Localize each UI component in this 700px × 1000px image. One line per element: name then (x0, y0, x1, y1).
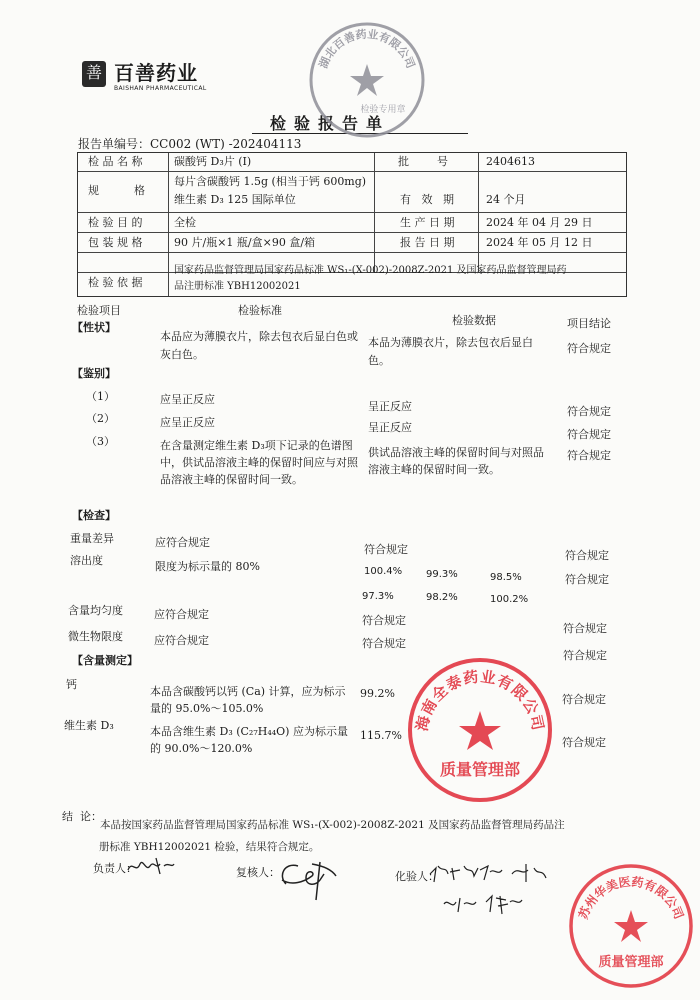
dissolution-value-5: 98.2% (426, 592, 458, 603)
quality-seal-hainan (405, 655, 555, 805)
ident-3-standard: 在含量测定维生素 D₃项下记录的色谱图中，供试品溶液主峰的保留时间应与对照品溶液主峰的保留时间一致。 (160, 439, 358, 486)
report-number-label: 报告单编号： (78, 137, 151, 151)
label-product: 检 品 名 称 (88, 155, 143, 168)
ident-3-no: （3） (86, 435, 115, 448)
section-assay: 【含量测定】 (72, 654, 138, 667)
dissolution-value-6: 100.2% (490, 594, 529, 605)
table-divider (374, 153, 375, 272)
value-pack: 90 片/瓶×1 瓶/盒×90 盒/箱 (174, 236, 316, 249)
company-logo (82, 61, 106, 87)
col-item: 检验项目 (77, 304, 121, 317)
ident-1-no: （1） (86, 390, 115, 403)
label-spec: 规 格 (88, 184, 145, 197)
ident-2-conclusion: 符合规定 (567, 428, 611, 441)
value-batch: 2404613 (486, 155, 535, 168)
bottom-stamp-bottom-text: 质量管理部 (598, 955, 664, 970)
value-basis-2: 品注册标准 YBH12002021 (174, 281, 301, 292)
ident-1-conclusion: 符合规定 (567, 405, 611, 418)
table-rule (78, 252, 626, 253)
weight-standard: 应符合规定 (155, 536, 210, 549)
ident-1-standard: 应呈正反应 (160, 393, 215, 406)
micro-standard: 应符合规定 (154, 634, 209, 647)
micro-label: 微生物限度 (68, 630, 123, 643)
value-report-date: 2024 年 05 月 12 日 (486, 236, 593, 249)
vitd-label: 维生素 D₃ (64, 719, 114, 732)
ident-3-data: 供试品溶液主峰的保留时间与对照品溶液主峰的保留时间一致。 (368, 446, 544, 476)
calcium-data: 99.2% (360, 687, 395, 700)
ident-1-data: 呈正反应 (368, 400, 412, 413)
tester-label: 化验人： (395, 870, 439, 883)
dissolution-label: 溶出度 (70, 554, 103, 567)
col-conclusion: 项目结论 (567, 317, 611, 330)
uniformity-standard: 应符合规定 (154, 608, 209, 621)
responsible-signature (126, 852, 176, 880)
value-spec-2: 维生素 D₃ 125 国际单位 (174, 193, 296, 206)
table-rule (78, 171, 626, 172)
top-stamp-ring-text: 湖北百善药业有限公司 (316, 27, 418, 71)
report-number: CC002 (WT) -202404113 (150, 137, 302, 151)
value-purpose: 全检 (174, 216, 196, 229)
uniformity-label: 含量均匀度 (68, 604, 123, 617)
micro-conclusion: 符合规定 (563, 649, 607, 662)
table-rule (78, 232, 626, 233)
appearance-conclusion: 符合规定 (567, 342, 611, 355)
mid-stamp-ring-text: 海南全泰药业有限公司 (412, 667, 548, 733)
vitd-conclusion: 符合规定 (562, 736, 606, 749)
company-name: 百善药业 (114, 61, 198, 85)
col-data: 检验数据 (452, 314, 496, 327)
section-appearance: 【性状】 (72, 321, 116, 334)
reviewer-signature (276, 856, 346, 914)
dissolution-conclusion: 符合规定 (565, 573, 609, 586)
section-identification: 【鉴别】 (72, 367, 116, 380)
value-validity: 24 个月 (486, 193, 526, 206)
dissolution-value-4: 97.3% (362, 591, 394, 602)
quality-seal-suzhou (567, 862, 695, 990)
calcium-standard: 本品含碳酸钙以钙 (Ca) 计算，应为标示量的 95.0%～105.0% (150, 685, 346, 715)
value-spec-1: 每片含碳酸钙 1.5g (相当于钙 600mg) (174, 175, 367, 188)
responsible-label: 负责人： (93, 862, 137, 875)
weight-conclusion: 符合规定 (565, 549, 609, 562)
appearance-standard: 本品应为薄膜衣片，除去包衣后显白色或灰白色。 (160, 330, 358, 361)
bottom-stamp-ring-text: 苏州华美医药有限公司 (576, 874, 686, 922)
value-basis-1: 国家药品监督管理局国家药品标准 WS₁-(X-002)-2008Z-2021 及国家药品监督管理局药 (174, 265, 567, 276)
uniformity-data: 符合规定 (362, 614, 406, 627)
ident-3-conclusion: 符合规定 (567, 449, 611, 462)
svg-text:湖北百善药业有限公司 (316, 27, 418, 71)
calcium-label: 钙 (66, 678, 77, 691)
label-pack: 包 装 规 格 (88, 236, 143, 249)
vitd-standard: 本品含维生素 D₃ (C₂₇H₄₄O) 应为标示量的 90.0%～120.0% (150, 725, 348, 755)
conclusion-line-1: 本品按国家药品监督管理局国家药品标准 WS₁-(X-002)-2008Z-2021 及国家药品监督管理局药品注 (100, 819, 565, 831)
ident-2-standard: 应呈正反应 (160, 416, 215, 429)
conclusion-label: 结 论： (62, 810, 102, 823)
dissolution-standard: 限度为标示量的 80% (155, 560, 260, 573)
info-table (77, 152, 627, 297)
vitd-data: 115.7% (360, 729, 402, 742)
table-divider (478, 153, 479, 272)
micro-data: 符合规定 (362, 637, 406, 650)
calcium-conclusion: 符合规定 (562, 693, 606, 706)
dissolution-value-1: 100.4% (364, 566, 403, 577)
section-tests: 【检查】 (72, 509, 116, 522)
dissolution-value-2: 99.3% (426, 569, 458, 580)
label-validity: 有 效 期 (400, 193, 454, 206)
ident-2-data: 呈正反应 (368, 421, 412, 434)
appearance-data: 本品为薄膜衣片，除去包衣后显白色。 (368, 336, 533, 367)
dissolution-value-3: 98.5% (490, 572, 522, 583)
report-title: 检验报告单 (270, 114, 391, 133)
label-purpose: 检 验 目 的 (88, 216, 143, 229)
label-batch: 批 号 (398, 155, 448, 168)
value-mfg-date: 2024 年 04 月 29 日 (486, 216, 593, 229)
top-stamp-inner-text: 检验专用章 (360, 105, 406, 115)
label-basis: 检 验 依 据 (88, 276, 143, 289)
label-report-date: 报 告 日 期 (400, 236, 455, 249)
col-standard: 检验标准 (238, 304, 282, 317)
inspection-seal (307, 20, 427, 140)
weight-label: 重量差异 (70, 532, 114, 545)
table-rule (78, 212, 626, 213)
mid-stamp-bottom-text: 质量管理部 (439, 760, 521, 779)
tester-signature (428, 858, 568, 924)
company-name-en: BAISHAN PHARMACEUTICAL (114, 85, 207, 92)
logo-mark: 善 (85, 63, 102, 82)
uniformity-conclusion: 符合规定 (563, 622, 607, 635)
table-divider (168, 153, 169, 296)
conclusion-line-2: 册标准 YBH12002021 检验，结果符合规定。 (99, 841, 320, 853)
label-mfg-date: 生 产 日 期 (400, 216, 455, 229)
reviewer-label: 复核人： (236, 866, 280, 879)
value-product: 碳酸钙 D₃片 (Ⅰ) (174, 155, 252, 168)
weight-data: 符合规定 (364, 543, 408, 556)
ident-2-no: （2） (86, 412, 115, 425)
